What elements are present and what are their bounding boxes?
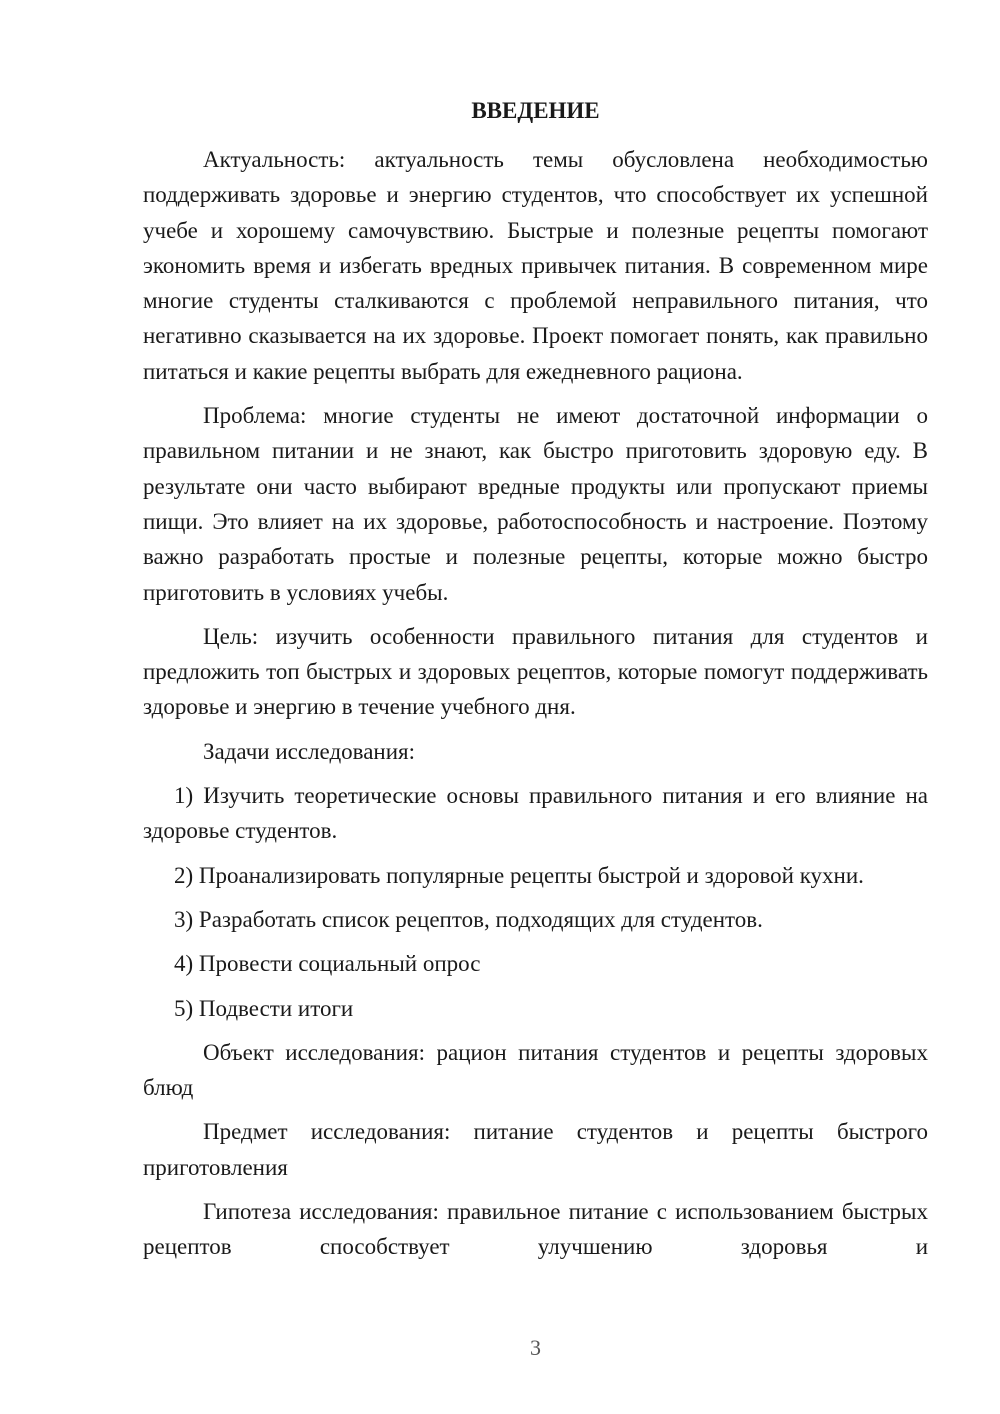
document-body bbox=[143, 142, 928, 1274]
goal-paragraph: Цель: изучить особенности правильного питания для студентов и предложить топ быстрых и здоровых рецептов, которые помогут поддерживать здоровье и энергию в течение учебного дня. bbox=[143, 623, 928, 720]
subject-paragraph: Предмет исследования: питание студентов и рецепты быстрого приготовления bbox=[143, 1119, 928, 1180]
task-item-3: 3) Разработать список рецептов, подходящих для студентов. bbox=[174, 906, 763, 932]
document-page bbox=[143, 0, 928, 1414]
task-item-1: 1) Изучить теоретические основы правильного питания и его влияние на здоровье студентов. bbox=[143, 783, 928, 844]
page-number: 3 bbox=[530, 1335, 541, 1360]
task-item-4: 4) Провести социальный опрос bbox=[174, 951, 481, 977]
hypothesis-paragraph: Гипотеза исследования: правильное питание с использованием быстрых рецептов способствует улучшению здоровья и bbox=[143, 1199, 928, 1260]
task-item-2: 2) Проанализировать популярные рецепты быстрой и здоровой кухни. bbox=[174, 862, 864, 888]
object-paragraph: Объект исследования: рацион питания студентов и рецепты здоровых блюд bbox=[143, 1039, 928, 1101]
relevance-paragraph: Актуальность: актуальность темы обусловлена необходимостью поддерживать здоровье и энергию студентов, что способствует их успешной учебе и хорошему самочувствию. Быстрые и полезные рецепты помогают экономить время и избегать вредных привычек питания. В современном мире многие студенты сталкиваются с проблемой неправильного питания, что негативно сказывается на их здоровье. Проект помогает понять, как правильно питаться и какие рецепты выбрать для ежедневного рациона. bbox=[143, 147, 928, 384]
tasks-heading: Задачи исследования: bbox=[203, 738, 416, 764]
section-title: ВВЕДЕНИЕ bbox=[471, 98, 600, 123]
problem-paragraph: Проблема: многие студенты не имеют достаточной информации о правильном питании и не знают, как быстро приготовить здоровую еду. В результате они часто выбирают вредные продукты или пропускают приемы пищи. Это влияет на их здоровье, работоспособность и настроение. Поэтому важно разработать простые и полезные рецепты, которые можно быстро приготовить в условиях учебы. bbox=[143, 403, 928, 605]
task-item-5: 5) Подвести итоги bbox=[174, 995, 354, 1021]
